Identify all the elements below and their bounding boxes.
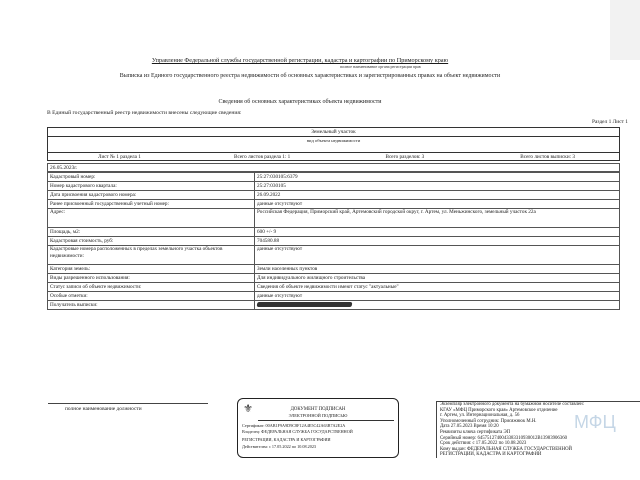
prop-value: Для индивидуального жилищного строительства <box>255 274 620 283</box>
prop-value: 26.09.2022 <box>255 191 620 200</box>
table-row <box>48 237 620 246</box>
prop-value: данные отсутствуют <box>255 292 620 301</box>
table-row <box>48 274 620 283</box>
prop-key: Статус записи об объекте недвижимости: <box>48 283 255 292</box>
ecp-line: КГАУ «МФЦ Приморского края» Артемовское отделение <box>440 407 558 413</box>
prop-key: Кадастровые номера расположенных в пределах земельного участка объектов недвижимости: <box>48 246 255 265</box>
ecp-line: Срок действия: с 17.05.2022 по 10.08.2023 <box>440 441 527 447</box>
mfc-watermark: МФЦ <box>574 412 616 432</box>
stamp-subtitle: ЭЛЕКТРОННОЙ ПОДПИСЬЮ <box>288 413 348 418</box>
e-signature-stamp <box>237 398 399 458</box>
stamp-title: ДОКУМЕНТ ПОДПИСАН <box>290 407 346 412</box>
page-corner-shadow <box>610 0 640 60</box>
prop-value: Сведения об объекте недвижимости имеют статус "актуальные" <box>255 283 620 292</box>
prop-key: Площадь, м2: <box>48 228 255 237</box>
ecp-line: Экземпляр электронного документа на бумажном носителе составлен: <box>440 402 585 407</box>
object-header-box <box>47 127 620 161</box>
table-row <box>48 200 620 209</box>
prop-key: Кадастровая стоимость, руб: <box>48 237 255 246</box>
ecp-line: РЕГИСТРАЦИИ, КАДАСТРА И КАРТОГРАФИИ <box>440 452 542 458</box>
extract-date: 26.05.2023г. <box>47 163 620 172</box>
stamp-divider <box>258 420 394 421</box>
ecp-line: г. Артем, ул. Интернациональная, д. 56 <box>440 413 520 419</box>
ecp-line: Уполномоченный сотрудник: Присяжнюк М.Н. <box>440 418 537 424</box>
table-row <box>48 283 620 292</box>
ecp-line: Реквизиты ключа сертификата ЭП <box>440 429 511 435</box>
prop-key: Особые отметки: <box>48 292 255 301</box>
sheet-reference: Раздел 1 Лист 1 <box>592 119 628 125</box>
prop-value: 600 +/- 9 <box>255 228 620 237</box>
agency-caption: полное наименование органа регистрации прав <box>340 64 421 69</box>
table-row <box>48 301 620 310</box>
prop-key: Категория земель: <box>48 265 255 274</box>
emblem-icon: ⚜ <box>243 403 253 415</box>
redaction-mark <box>257 302 353 307</box>
table-row <box>48 209 620 228</box>
table-row <box>48 265 620 274</box>
sheet-number: Лист № 1 раздела 1 <box>97 154 141 160</box>
total-sections: Всего разделов: 3 <box>385 154 425 160</box>
signature-line <box>48 403 208 404</box>
stamp-certificate: Сертификат: 00AB1F9A9D9C8F12A4E5C42A63B7A2E2A <box>242 423 346 428</box>
info-title: Сведения об основных характеристиках объекта недвижимости <box>218 99 382 105</box>
agency-name: Управление Федеральной службы государственной регистрации, кадастра и картографии по Приморскому краю <box>151 57 449 64</box>
table-row <box>48 182 620 191</box>
object-type-caption: вид объекта недвижимости <box>48 136 619 143</box>
sheet-info-row <box>48 152 619 162</box>
prop-key: Ранее присвоенный государственный учетный номер: <box>48 200 255 209</box>
table-row <box>48 228 620 237</box>
stamp-owner-line2: РЕГИСТРАЦИИ, КАДАСТРА И КАРТОГРАФИИ <box>242 437 331 442</box>
intro-text: В Единый государственный реестр недвижимости внесены следующие сведения: <box>47 110 242 116</box>
prop-value: 25:27:030105 <box>255 182 620 191</box>
position-caption: полное наименование должности <box>65 406 142 412</box>
prop-key: Кадастровый номер: <box>48 173 255 182</box>
prop-key: Дата присвоения кадастрового номера: <box>48 191 255 200</box>
sheets-in-section: Всего листов раздела 1: 1 <box>234 154 291 160</box>
stamp-owner: Владелец: ФЕДЕРАЛЬНАЯ СЛУЖБА ГОСУДАРСТВЕННОЙ <box>242 429 353 434</box>
recipient-value <box>255 301 620 310</box>
prop-value: Российская Федерация, Приморский край, Артемовский городской округ, г. Артем, ул. Меньжинского, земельный участок 22а <box>255 209 620 228</box>
ecp-line: Дата 27.05.2023 Время 10:20 <box>440 424 499 430</box>
prop-value: данные отсутствуют <box>255 246 620 265</box>
prop-key: Виды разрешенного использования: <box>48 274 255 283</box>
prop-value: данные отсутствуют <box>255 200 620 209</box>
object-type: Земельный участок <box>311 129 356 135</box>
table-row <box>48 292 620 301</box>
prop-value: Земли населенных пунктов <box>255 265 620 274</box>
table-row <box>48 191 620 200</box>
ecp-line: Серийный номер: 6457512740043383310930012B13983906360 <box>440 435 567 441</box>
stamp-validity: Действителен: с 17.05.2022 по 10.08.2023 <box>242 444 317 449</box>
prop-key: Адрес: <box>48 209 255 228</box>
prop-key: Номер кадастрового квартала: <box>48 182 255 191</box>
prop-key: Получатель выписки: <box>48 301 255 310</box>
prop-value: 25:27:030105:6379 <box>255 173 620 182</box>
total-sheets: Всего листов выписки: 3 <box>520 154 575 160</box>
ecp-line: Кому выдан: ФЕДЕРАЛЬНАЯ СЛУЖБА ГОСУДАРСТВЕННОЙ <box>440 446 573 452</box>
table-row <box>48 173 620 182</box>
table-row <box>48 246 620 265</box>
extract-title: Выписка из Единого государственного реестра недвижимости об основных характеристиках и зарегистрированных правах на объект недвижимости <box>119 73 501 79</box>
properties-table <box>47 172 620 310</box>
prop-value: 704580.88 <box>255 237 620 246</box>
